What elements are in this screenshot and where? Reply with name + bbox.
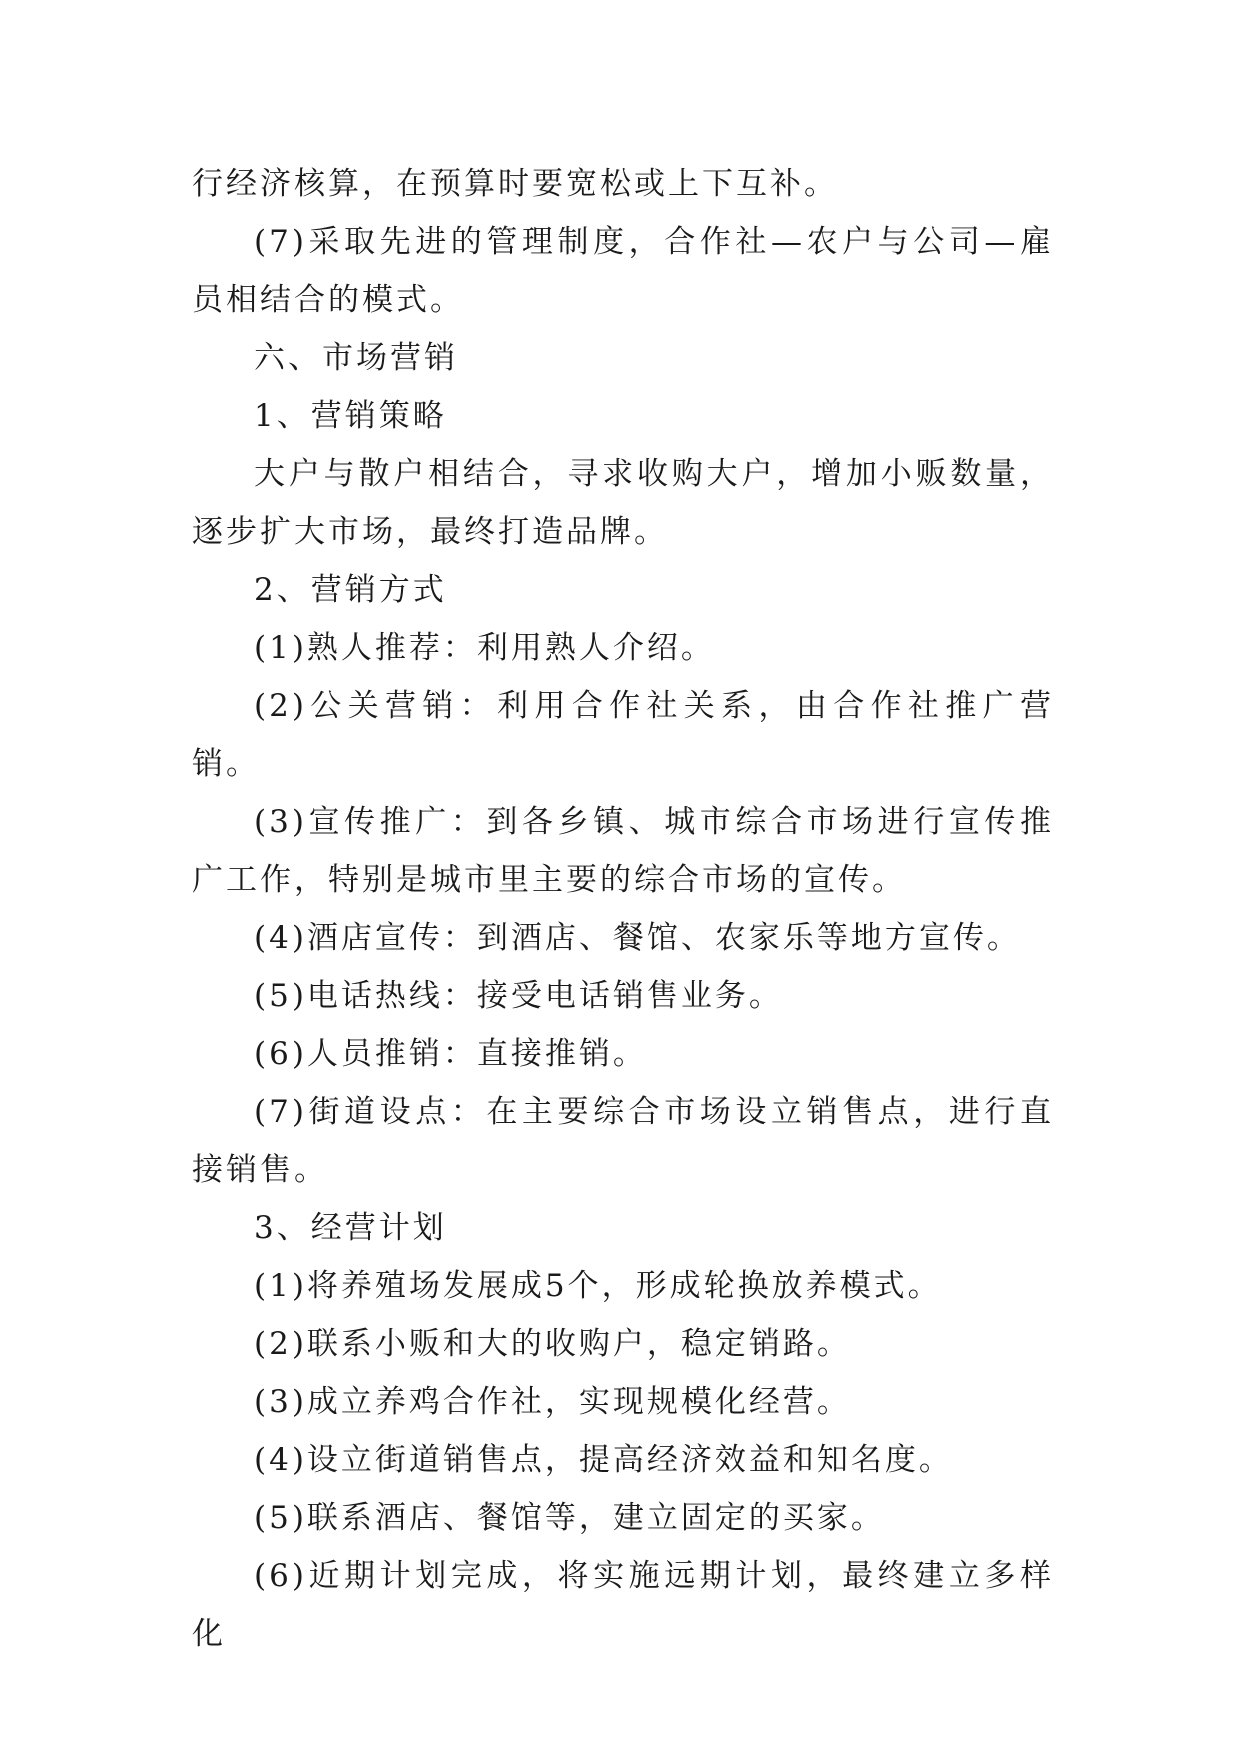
list-item-method: (2)公关营销：利用合作社关系，由合作社推广营销。 [192, 688, 1054, 782]
list-item-plan: (2)联系小贩和大的收购户，稳定销路。 [254, 1326, 851, 1362]
subheading-marketing-methods: 2、营销方式 [254, 572, 447, 608]
list-item-method: (1)熟人推荐：利用熟人介绍。 [254, 630, 715, 666]
list-item-plan: (1)将养殖场发展成5个，形成轮换放养模式。 [254, 1268, 942, 1304]
list-item-method: (4)酒店宣传：到酒店、餐馆、农家乐等地方宣传。 [254, 920, 1021, 956]
list-item-method: (3)宣传推广：到各乡镇、城市综合市场进行宣传推广工作，特别是城市里主要的综合市场的宣传。 [192, 804, 1054, 898]
list-item-plan: (3)成立养鸡合作社，实现规模化经营。 [254, 1384, 851, 1420]
list-item-method: (6)人员推销：直接推销。 [254, 1036, 647, 1072]
list-item-method: (5)电话热线：接受电话销售业务。 [254, 978, 783, 1014]
paragraph-strategy: 大户与散户相结合，寻求收购大户，增加小贩数量，逐步扩大市场，最终打造品牌。 [192, 456, 1054, 550]
list-item-plan: (4)设立街道销售点，提高经济效益和知名度。 [254, 1442, 953, 1478]
list-item-plan: (6)近期计划完成，将实施远期计划，最终建立多样化 [192, 1558, 1054, 1652]
subheading-marketing-strategy: 1、营销策略 [254, 398, 447, 434]
document-body [192, 155, 1054, 1663]
section-heading-marketing: 六、市场营销 [254, 340, 458, 376]
list-item-method: (7)街道设点：在主要综合市场设立销售点，进行直接销售。 [192, 1094, 1054, 1188]
paragraph-continuation: 行经济核算，在预算时要宽松或上下互补。 [192, 166, 838, 202]
paragraph-management-system: (7)采取先进的管理制度，合作社—农户与公司—雇员相结合的模式。 [192, 224, 1054, 318]
subheading-business-plan: 3、经营计划 [254, 1210, 447, 1246]
list-item-plan: (5)联系酒店、餐馆等，建立固定的买家。 [254, 1500, 885, 1536]
